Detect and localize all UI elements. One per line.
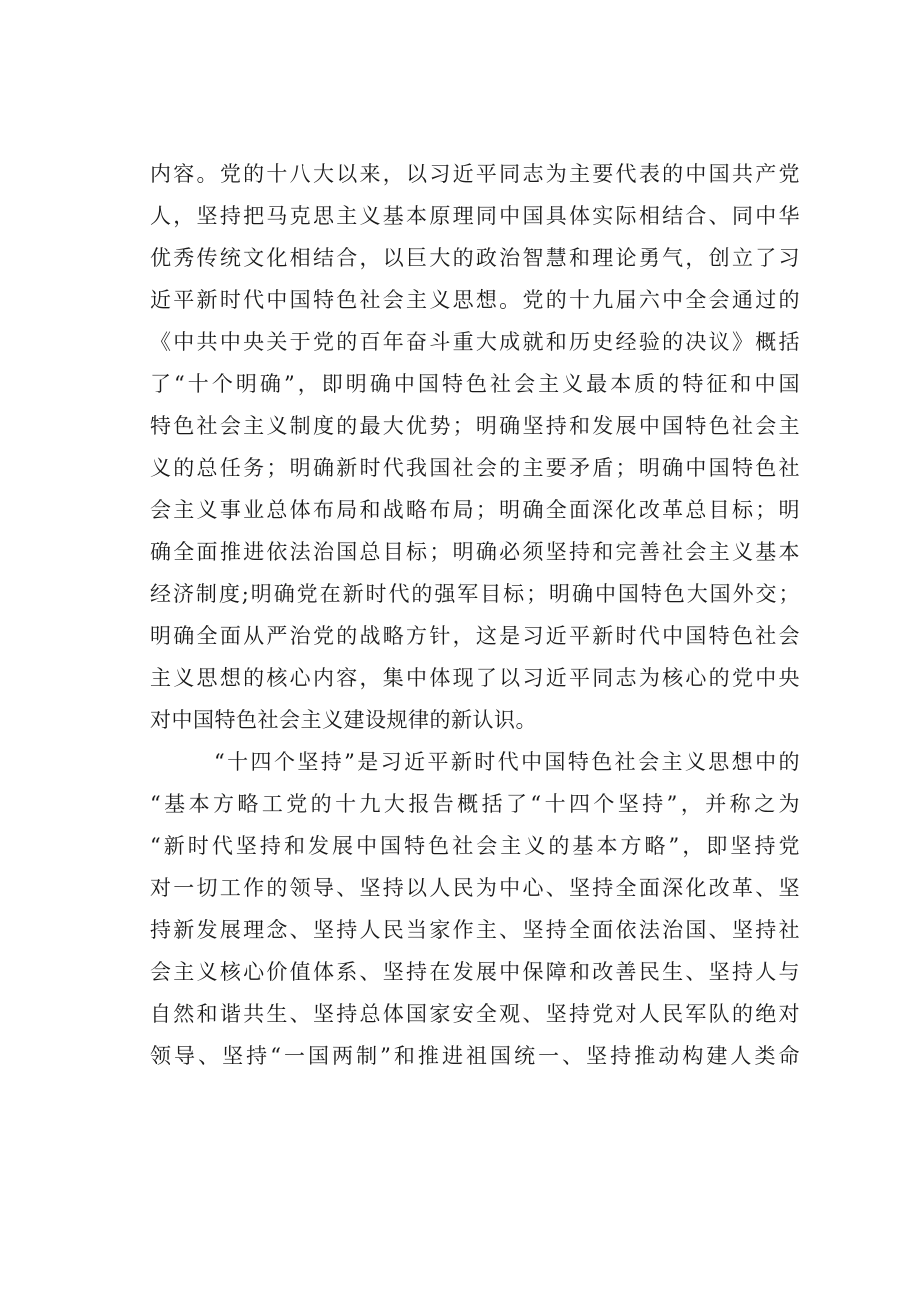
paragraph-line: 《中共中央关于党的百年奋斗重大成就和历史经验的决议》概括 <box>150 330 800 354</box>
paragraph-line: 特色社会主义制度的最大优势；明确坚持和发展中国特色社会主 <box>150 414 800 438</box>
paragraph-line: 经济制度;明确党在新时代的强军目标；明确中国特色大国外交； <box>150 582 800 606</box>
paragraph-line: 明确全面从严治党的战略方针，这是习近平新时代中国特色社会 <box>150 624 800 648</box>
paragraph-line: 确全面推进依法治国总目标；明确必须坚持和完善社会主义基本 <box>150 540 800 564</box>
paragraph-line: 会主义事业总体布局和战略布局；明确全面深化改革总目标；明 <box>150 498 800 522</box>
paragraph-line: 领导、坚持“一国两制”和推进祖国统一、坚持推动构建人类命 <box>150 1044 800 1068</box>
paragraph-line: 义的总任务；明确新时代我国社会的主要矛盾；明确中国特色社 <box>150 456 800 480</box>
paragraph-line: 优秀传统文化相结合，以巨大的政治智慧和理论勇气，创立了习 <box>150 246 800 270</box>
paragraph-2 <box>150 741 800 1077</box>
body-text <box>150 153 800 1077</box>
paragraph-line: 了“十个明确”，即明确中国特色社会主义最本质的特征和中国 <box>150 372 800 396</box>
paragraph-line: 对一切工作的领导、坚持以人民为中心、坚持全面深化改革、坚 <box>150 876 800 900</box>
paragraph-line: 主义思想的核心内容，集中体现了以习近平同志为核心的党中央 <box>150 666 800 690</box>
paragraph-1 <box>150 153 800 741</box>
paragraph-line: “十四个坚持”是习近平新时代中国特色社会主义思想中的 <box>214 750 800 774</box>
paragraph-line: “新时代坚持和发展中国特色社会主义的基本方略”，即坚持党 <box>150 834 800 858</box>
paragraph-line: 会主义核心价值体系、坚持在发展中保障和改善民生、坚持人与 <box>150 960 800 984</box>
paragraph-line: 持新发展理念、坚持人民当家作主、坚持全面依法治国、坚持社 <box>150 918 800 942</box>
paragraph-line: 近平新时代中国特色社会主义思想。党的十九届六中全会通过的 <box>150 288 800 312</box>
paragraph-line: 对中国特色社会主义建设规律的新认识。 <box>150 708 537 732</box>
paragraph-line: 内容。党的十八大以来，以习近平同志为主要代表的中国共产党 <box>150 162 800 186</box>
paragraph-line: 自然和谐共生、坚持总体国家安全观、坚持党对人民军队的绝对 <box>150 1002 800 1026</box>
paragraph-line: “基本方略工党的十九大报告概括了“十四个坚持”，并称之为 <box>150 792 800 816</box>
paragraph-line: 人，坚持把马克思主义基本原理同中国具体实际相结合、同中华 <box>150 204 800 228</box>
